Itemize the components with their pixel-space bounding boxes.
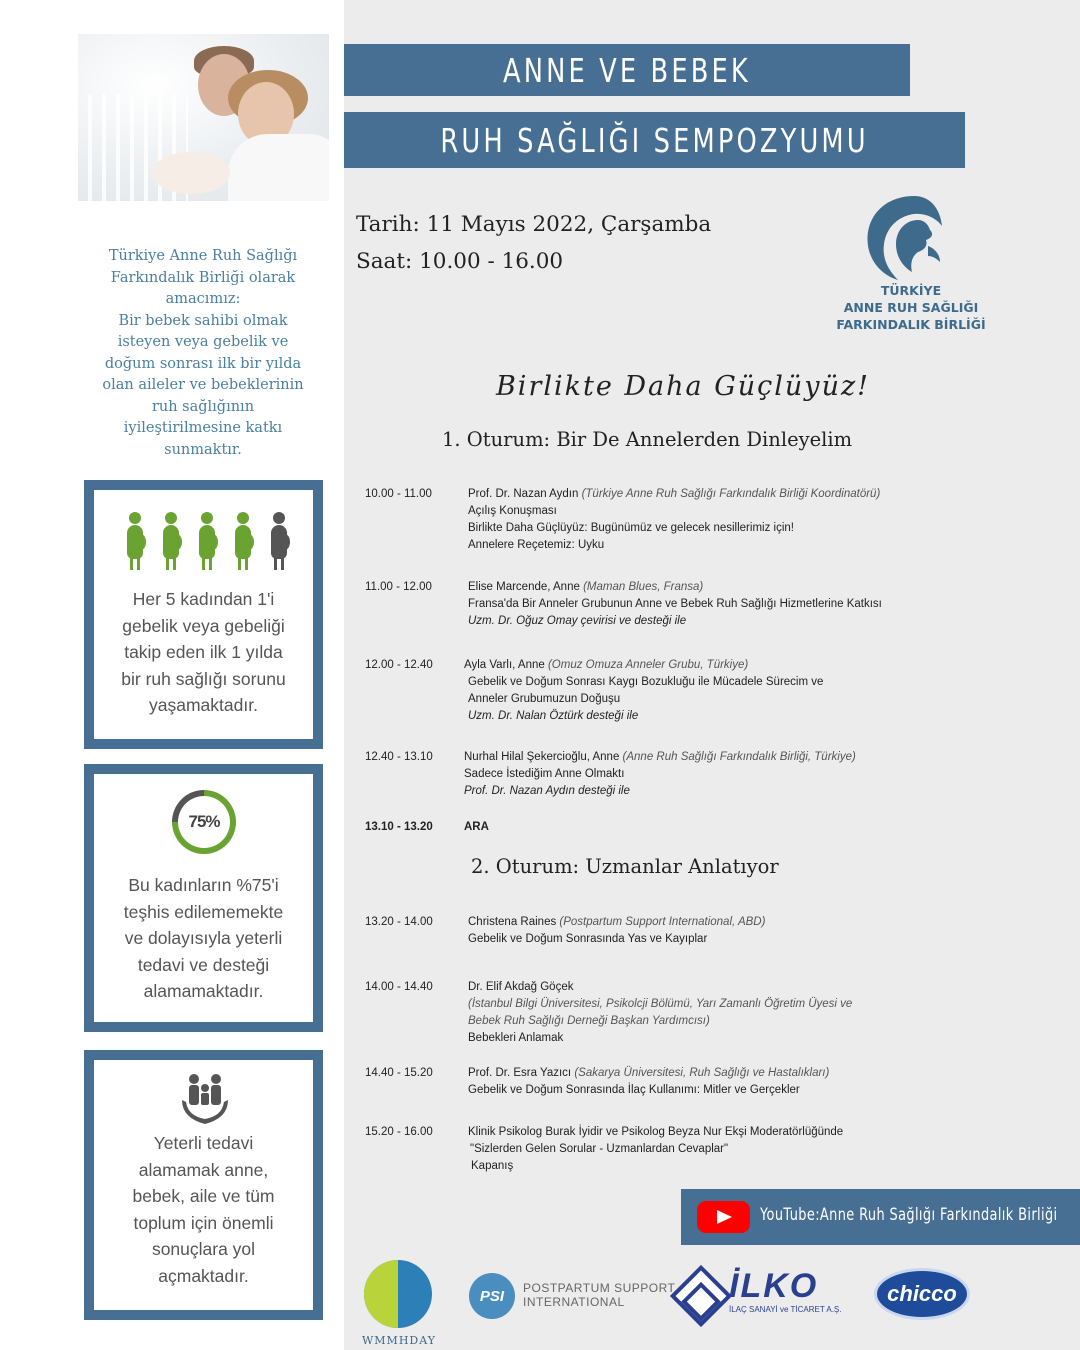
slot-speaker: Ayla Varlı, Anne [464,659,548,671]
wmmhday-logo [364,1260,432,1328]
stat-box-consequences [84,1050,323,1320]
org-logo-text: TÜRKİYE ANNE RUH SAĞLIĞI FARKINDALIK BİRLİĞİ [836,283,986,332]
slot-line: Prof. Dr. Nazan Aydın desteği ile [464,785,630,797]
slot-time: 13.10 - 13.20 [365,821,433,833]
youtube-channel-link[interactable] [681,1189,1080,1245]
pregnant-woman-highlight-icon [268,512,290,570]
slot-line: Gebelik ve Doğum Sonrası Kaygı Bozukluğu ile Mücadele Sürecim ve [468,676,824,688]
slot-line: Uzm. Dr. Nalan Öztürk desteği ile [468,710,639,722]
stat-text-line: toplum için önemli [133,1212,274,1233]
slogan: Birlikte Daha Güçlüyüz! [495,371,871,402]
slot-affiliation: (Postpartum Support International, ABD) [559,916,766,928]
chicco-logo: chicco [874,1268,970,1320]
stat-box-one-in-five [84,480,323,749]
slot-speaker: Dr. Elif Akdağ Göçek [468,981,574,993]
women-figures-icon [116,512,292,572]
family-in-hands-icon [180,1072,230,1128]
slot-line: Annelere Reçetemiz: Uyku [468,539,605,551]
slot-line: Açılış Konuşması [468,505,557,517]
slot-speaker: Christena Raines [468,916,560,928]
slot-line: Bebekleri Anlamak [468,1032,564,1044]
slot-speaker: Nurhal Hilal Şekercioğlu, Anne [464,751,623,763]
slot-speaker: Elise Marcende, Anne [468,581,584,593]
event-date: Tarih: 11 Mayıs 2022, Çarşamba [356,212,712,237]
session-one-title: 1. Oturum: Bir De Annelerden Dinleyelim [442,428,853,451]
ilko-logo-subtitle: İLAÇ SANAYİ ve TİCARET A.Ş. [729,1305,842,1314]
slot-time: 13.20 - 14.00 [365,916,433,928]
slot-time: 12.00 - 12.40 [365,659,433,671]
stat-text-line: Yeterli tedavi [153,1133,254,1153]
slot-line: Gebelik ve Doğum Sonrasında İlaç Kullanımı: Mitler ve Gerçekler [468,1084,800,1096]
youtube-channel-label: YouTube:Anne Ruh Sağlığı Farkındalık Birliği [760,1205,1058,1225]
stat-text-line: takip eden ilk 1 yılda [124,642,283,662]
slot-speaker: Prof. Dr. Esra Yazıcı [468,1067,575,1079]
slot-affiliation: (İstanbul Bilgi Üniversitesi, Psikolcji Bölümü, Yarı Zamanlı Öğretim Üyesi ve [468,998,853,1010]
slot-line: Anneler Grubumuzun Doğuşu [468,693,621,705]
stat-text-line: Bu kadınların %75'i [128,875,279,895]
pregnant-woman-icon [124,512,146,570]
slot-affiliation: (Maman Blues, Fransa) [583,581,704,593]
slot-time: 14.40 - 15.20 [365,1067,433,1079]
youtube-play-icon [697,1201,750,1233]
slot-line: Sadece İstediğim Anne Olmaktı [464,768,625,780]
percent-label: 75% [178,796,230,848]
psi-logo: PSI [469,1273,515,1319]
stat-text-line: yaşamaktadır. [149,695,258,715]
slot-line: "Sizlerden Gelen Sorular - Uzmanlardan Cevaplar" [470,1143,729,1155]
stat-text-line: alamamaktadır. [143,981,264,1001]
stat-text-line: tedavi ve desteği [137,954,270,975]
stat-text-line: teşhis edilememekte [123,901,284,922]
wmmhday-label: WMMHDAY [361,1334,436,1347]
slot-line: Fransa'da Bir Anneler Grubunun Anne ve Bebek Ruh Sağlığı Hizmetlerine Katkısı [468,598,882,610]
stat-text-line: Her 5 kadından 1'i [132,589,275,609]
pregnant-woman-icon [160,512,182,570]
event-time: Saat: 10.00 - 16.00 [356,249,564,274]
pregnant-woman-icon [232,512,254,570]
slot-time: 12.40 - 13.10 [365,751,433,763]
slot-line: Kapanış [471,1160,514,1172]
session-two-title: 2. Oturum: Uzmanlar Anlatıyor [471,855,779,878]
slot-time: 11.00 - 12.00 [365,581,432,593]
slot-break-label: ARA [464,821,489,833]
stat-text-line: bebek, aile ve tüm [132,1186,275,1206]
slot-line: Klinik Psikolog Burak İyidir ve Psikolog Beyza Nur Ekşi Moderatörlüğünde [468,1126,844,1138]
slot-time: 15.20 - 16.00 [365,1126,433,1138]
stat-box-seventy-five-percent [84,764,323,1032]
slot-line: Birlikte Daha Güçlüyüz: Bugünümüz ve gelecek nesillerimiz için! [468,522,794,534]
title-banner-line2: RUH SAĞLIĞI SEMPOZYUMU [344,112,965,168]
slot-affiliation: (Türkiye Anne Ruh Sağlığı Farkındalık Birliği Koordinatörü) [581,488,881,500]
intro-text: Türkiye Anne Ruh Sağlığı Farkındalık Birliği olarak amacımız: Bir bebek sahibi olmak isteyen veya gebelik ve doğum sonrası ilk bir yılda olan aileler ve bebeklerinin ruh sağlığının iyileştirilmesine katkı sunmaktır. [102,248,304,458]
pregnant-woman-icon [196,512,218,570]
slot-line: Uzm. Dr. Oğuz Omay çevirisi ve desteği ile [468,615,687,627]
slot-affiliation: (Anne Ruh Sağlığı Farkındalık Birliği, Türkiye) [622,751,856,763]
stat-text-line: gebelik veya gebeliği [122,615,285,636]
mother-profile-logo-icon [862,192,960,282]
stat-text-line: sonuçlara yol [151,1239,256,1259]
slot-time: 10.00 - 11.00 [365,488,432,500]
slot-speaker: Prof. Dr. Nazan Aydın [468,488,582,500]
family-photo [78,34,329,201]
stat-text-line: ve dolayısıyla yeterli [124,928,283,948]
ilko-logo-text: İLKO [729,1267,819,1305]
title-banner-line1: ANNE VE BEBEK [344,44,910,96]
percent-ring-icon [172,790,236,854]
stat-text-line: açmaktadır. [158,1265,249,1286]
stat-text-line: bir ruh sağlığı sorunu [121,668,286,689]
slot-time: 14.00 - 14.40 [365,981,433,993]
slot-affiliation: (Omuz Omuza Anneler Grubu, Türkiye) [547,659,749,671]
slot-affiliation: Bebek Ruh Sağlığı Derneği Başkan Yardımcısı) [468,1015,710,1027]
slot-affiliation: (Sakarya Üniversitesi, Ruh Sağlığı ve Hastalıkları) [574,1067,830,1079]
stat-text-line: alamamak anne, [138,1159,269,1180]
slot-line: Gebelik ve Doğum Sonrasında Yas ve Kayıplar [468,933,708,945]
psi-logo-text: POSTPARTUM SUPPORT INTERNATIONAL [523,1281,676,1309]
